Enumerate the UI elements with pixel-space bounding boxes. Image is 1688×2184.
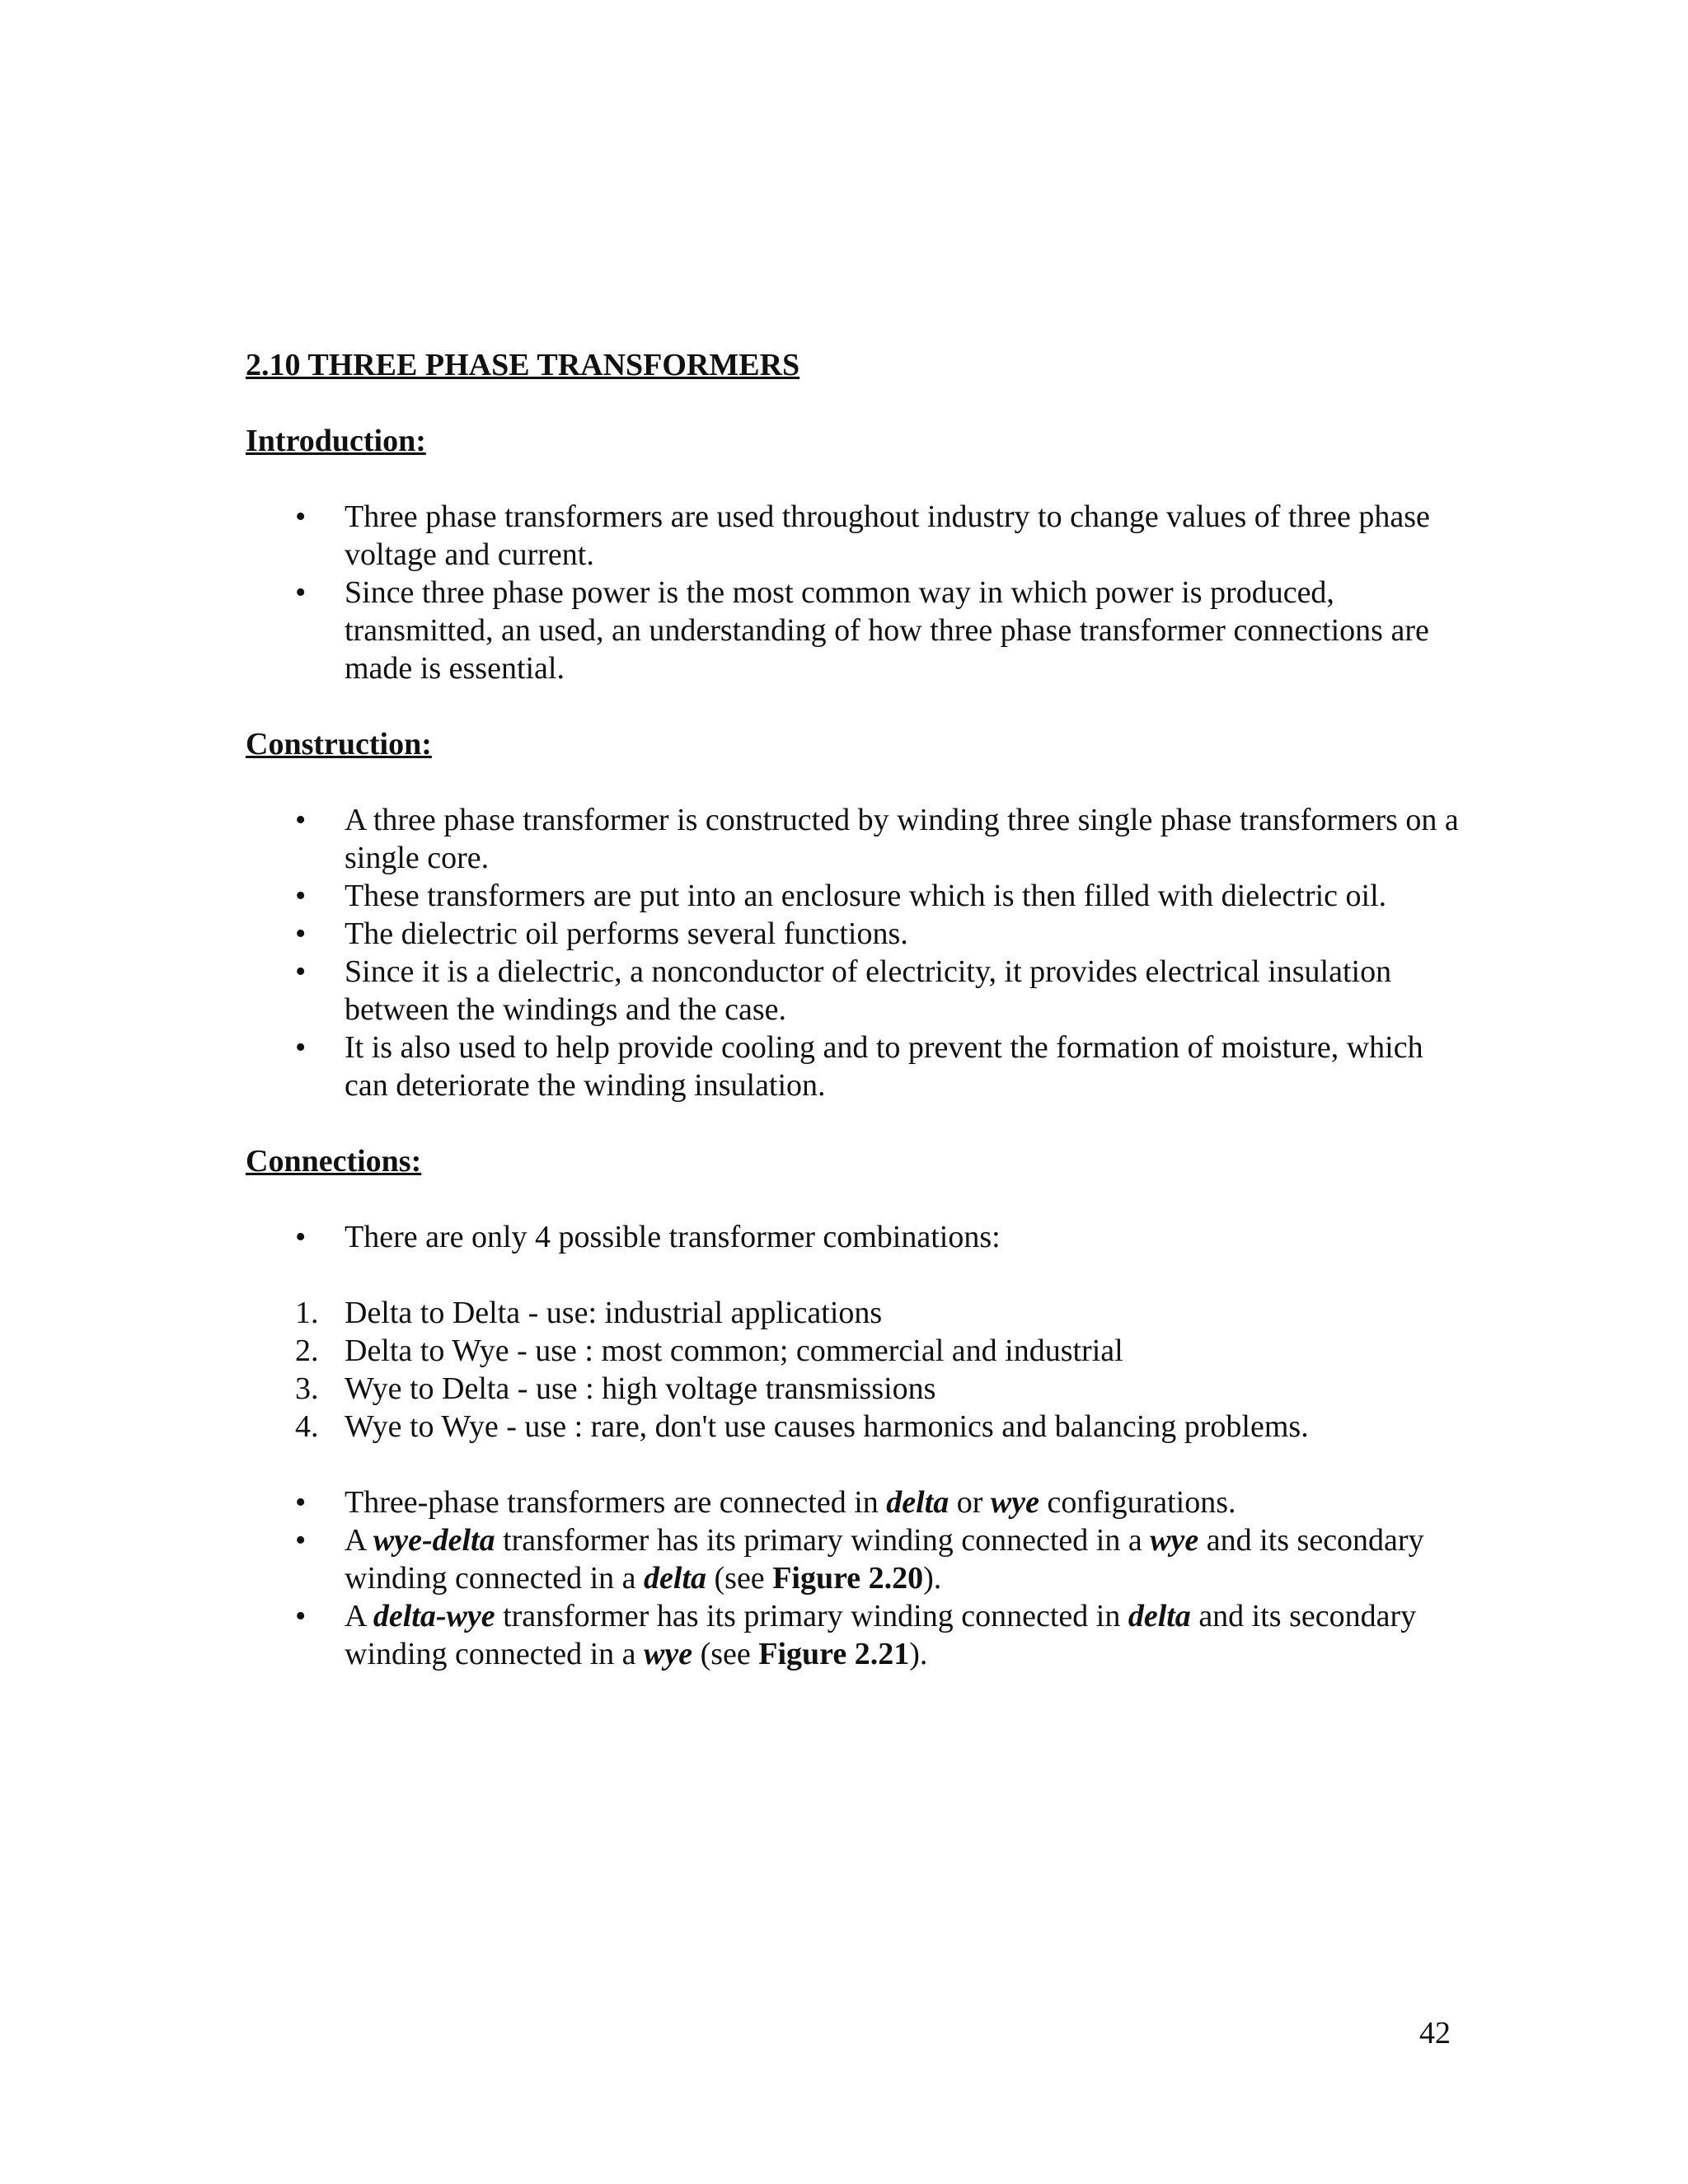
list-number: 1. xyxy=(295,1296,319,1330)
bullet-icon: • xyxy=(295,499,307,534)
section-title: 2.10 THREE PHASE TRANSFORMERS xyxy=(246,348,800,382)
list-item: • The dielectric oil performs several functions. xyxy=(295,916,908,951)
bullet-icon: • xyxy=(295,575,307,610)
page-number: 42 xyxy=(1419,2016,1451,2050)
list-item: • There are only 4 possible transformer combinations: xyxy=(295,1220,1001,1254)
list-number: 4. xyxy=(295,1409,319,1444)
bullet-icon: • xyxy=(295,1485,307,1520)
list-number: 2. xyxy=(295,1333,319,1368)
bullet-icon: • xyxy=(295,879,307,913)
bullet-icon: • xyxy=(295,916,307,951)
figure-reference: Figure 2.20 xyxy=(772,1561,924,1596)
introduction-heading: Introduction: xyxy=(246,424,426,458)
list-item: • A wye-delta transformer has its primary winding connected in a wye and its secondary winding connected in a delta (see Figure 2.20). xyxy=(295,1523,1424,1596)
connections-heading: Connections: xyxy=(246,1144,422,1179)
bullet-icon: • xyxy=(295,803,307,837)
bullet-icon: • xyxy=(295,1220,307,1254)
combinations-list xyxy=(246,1294,1465,1446)
connections-intro-list xyxy=(246,1218,1465,1256)
list-item: 1. Delta to Delta - use: industrial applications xyxy=(295,1296,883,1330)
introduction-list xyxy=(246,498,1465,687)
figure-reference: Figure 2.21 xyxy=(758,1637,910,1671)
list-item: • It is also used to help provide cooling and to prevent the formation of moisture, which can deteriorate the winding insulation. xyxy=(295,1030,1423,1103)
bullet-icon: • xyxy=(295,1599,307,1633)
list-item: • A three phase transformer is constructed by winding three single phase transformers on a single core. xyxy=(295,803,1459,875)
list-item: • These transformers are put into an enclosure which is then filled with dielectric oil. xyxy=(295,879,1387,913)
bullet-icon: • xyxy=(295,1030,307,1065)
list-item: • Three phase transformers are used throughout industry to change values of three phase voltage and current. xyxy=(295,499,1430,572)
list-item: • Since three phase power is the most common way in which power is produced, transmitted, an used, an understanding of how three phase transformer connections are made is essential. xyxy=(295,575,1429,686)
configuration-list xyxy=(246,1483,1465,1673)
list-item: • A delta-wye transformer has its primary winding connected in delta and its secondary winding connected in a wye (see Figure 2.21). xyxy=(295,1599,1417,1671)
bullet-icon: • xyxy=(295,954,307,989)
list-item: 4. Wye to Wye - use : rare, don't use causes harmonics and balancing problems. xyxy=(295,1409,1309,1444)
page-content xyxy=(246,346,1465,1711)
bullet-icon: • xyxy=(295,1523,307,1558)
list-number: 3. xyxy=(295,1371,319,1406)
list-item: 3. Wye to Delta - use : high voltage transmissions xyxy=(295,1371,936,1406)
list-item: • Since it is a dielectric, a nonconductor of electricity, it provides electrical insulation between the windings and the case. xyxy=(295,954,1392,1027)
construction-heading: Construction: xyxy=(246,727,432,762)
list-item: • Three-phase transformers are connected in delta or wye configurations. xyxy=(295,1485,1236,1520)
construction-list xyxy=(246,801,1465,1104)
list-item: 2. Delta to Wye - use : most common; commercial and industrial xyxy=(295,1333,1123,1368)
